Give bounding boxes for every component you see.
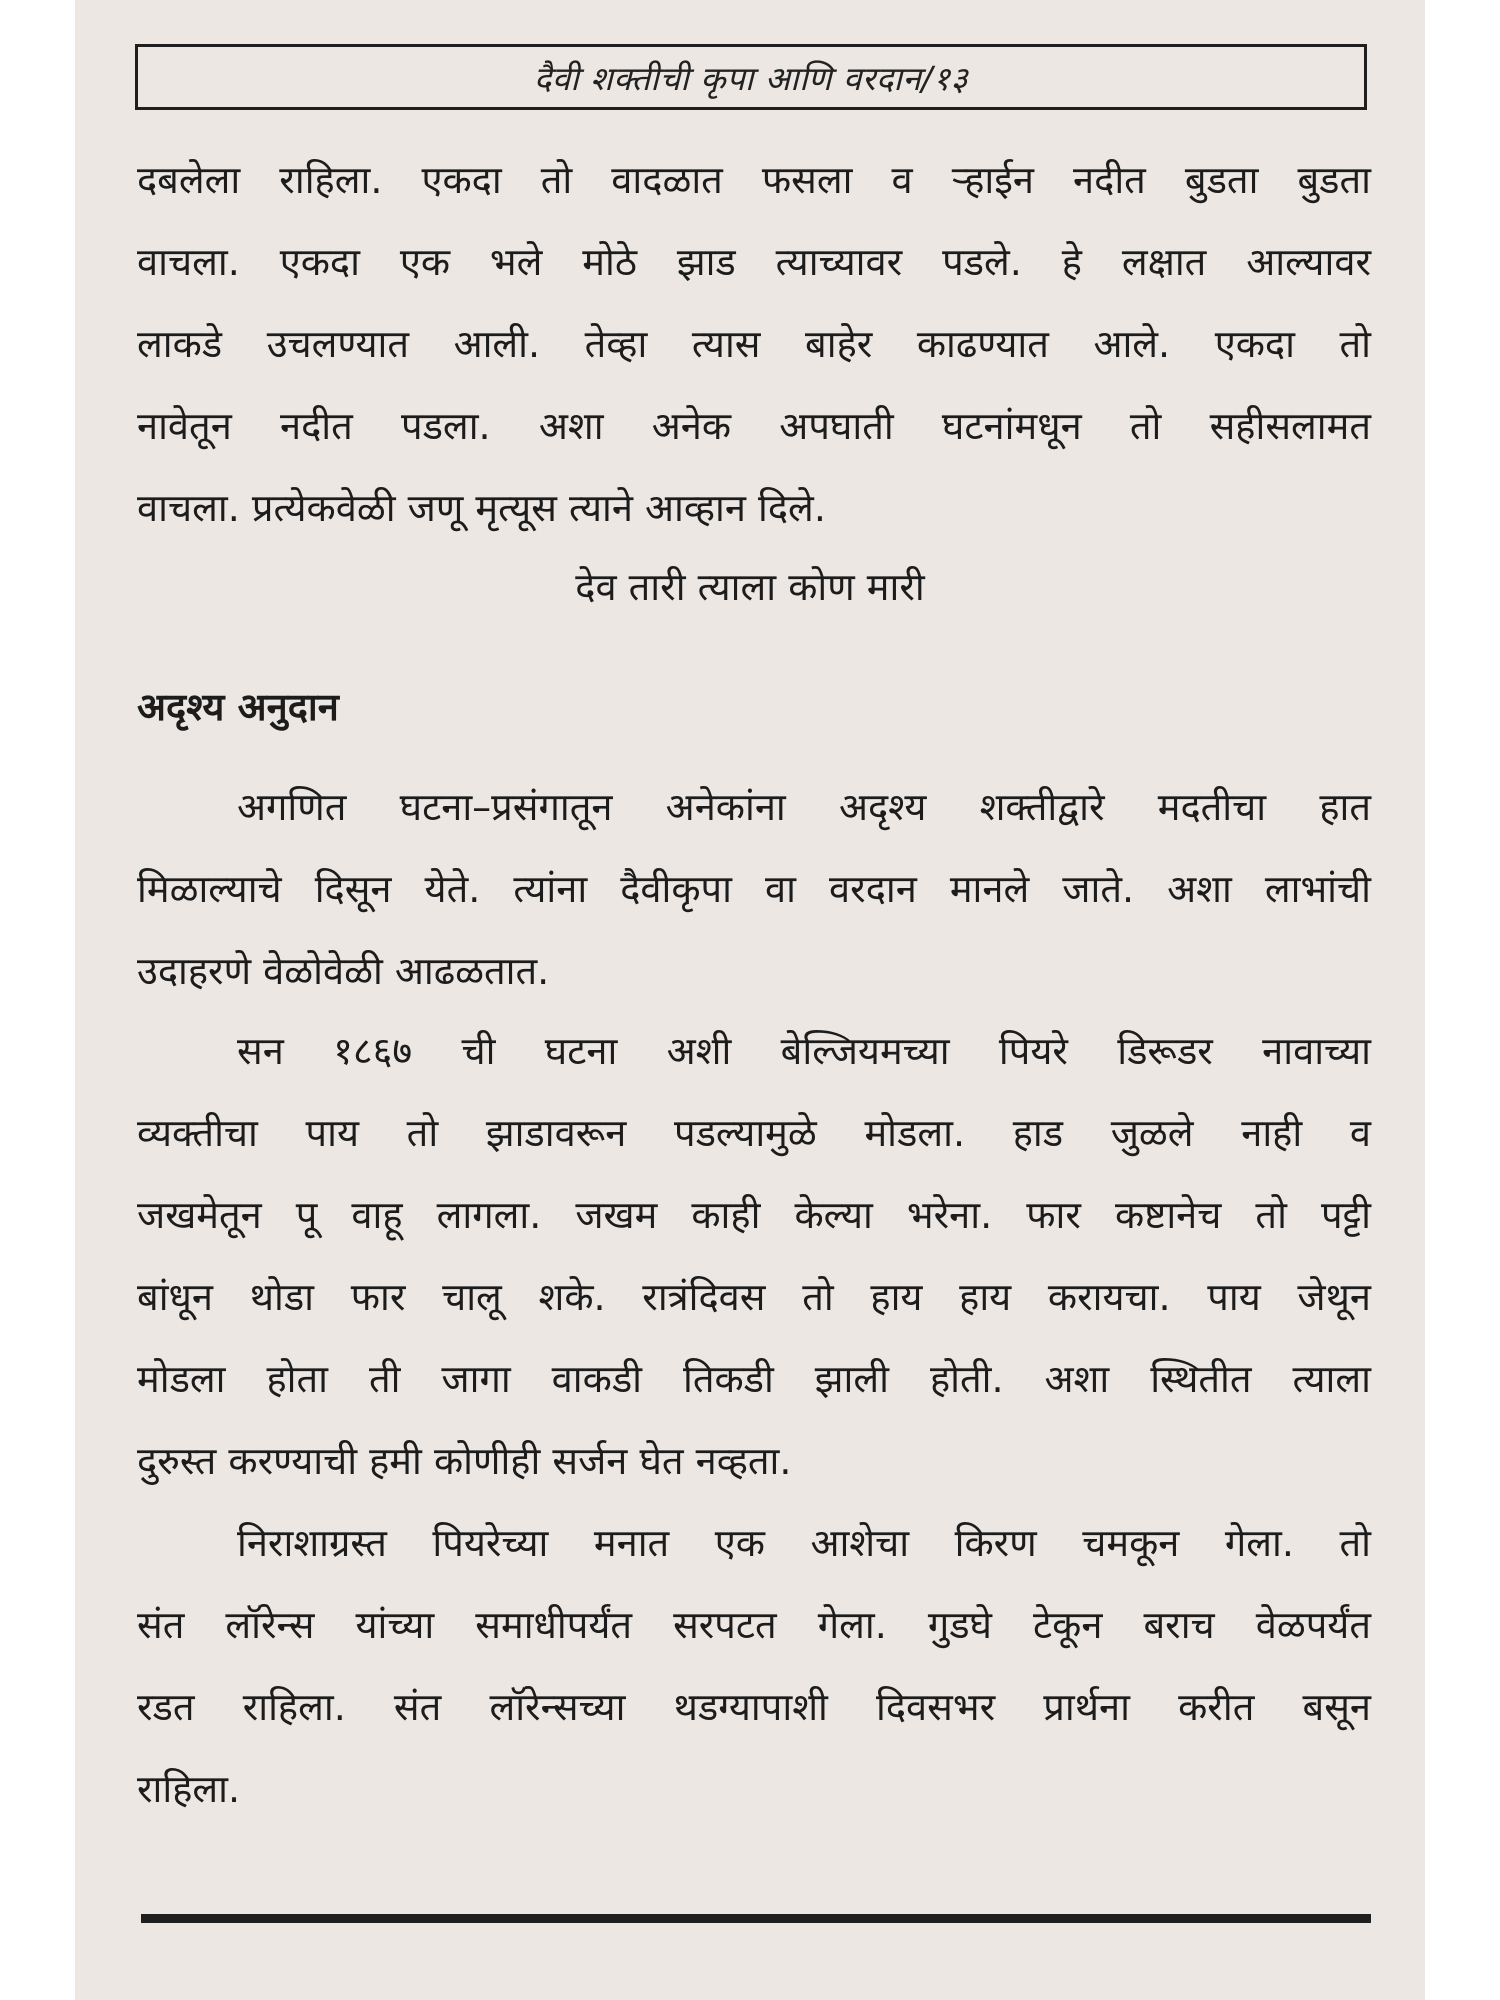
text-line: निराशाग्रस्त पियरेच्या मनात एक आशेचा किरण चमकून गेला. तो [237,1521,1371,1565]
paragraph-1 [137,139,1371,549]
paragraph-4 [137,1502,1371,1830]
running-header [135,44,1367,110]
text-line: संत लॉरेन्स यांच्या समाधीपर्यंत सरपटत गेला. गुडघे टेकून बराच वेळपर्यंत [137,1603,1371,1647]
text-line: सन १८६७ ची घटना अशी बेल्जियमच्या पियरे डिरूडर नावाच्या [237,1029,1371,1073]
text-line: वाचला. प्रत्येकवेळी जणू मृत्यूस त्याने आव्हान दिले. [137,486,826,530]
text-line: लाकडे उचलण्यात आली. तेव्हा त्यास बाहेर काढण्यात आले. एकदा तो [137,322,1371,366]
text-line: बांधून थोडा फार चालू शके. रात्रंदिवस तो हाय हाय करायचा. पाय जेथून [137,1275,1371,1319]
book-page [75,0,1425,2000]
text-line: व्यक्तीचा पाय तो झाडावरून पडल्यामुळे मोडला. हाड जुळले नाही व [137,1111,1371,1155]
proverb-quote: देव तारी त्याला कोण मारी [575,565,925,609]
text-line: अगणित घटना–प्रसंगातून अनेकांना अदृश्य शक्तीद्वारे मदतीचा हात [237,785,1371,829]
paragraph-3 [137,1010,1371,1502]
text-line: मिळाल्याचे दिसून येते. त्यांना दैवीकृपा वा वरदान मानले जाते. अशा लाभांची [137,867,1371,911]
text-line: राहिला. [137,1767,241,1811]
text-line: जखमेतून पू वाहू लागला. जखम काही केल्या भरेना. फार कष्टानेच तो पट्टी [137,1193,1371,1237]
running-header-title: दैवी शक्तीची कृपा आणि वरदान/१३ [533,58,969,98]
text-line: मोडला होता ती जागा वाकडी तिकडी झाली होती. अशा स्थितीत त्याला [137,1357,1371,1401]
text-line: रडत राहिला. संत लॉरेन्सच्या थडग्यापाशी दिवसभर प्रार्थना करीत बसून [137,1685,1371,1729]
text-line: दुरुस्त करण्याची हमी कोणीही सर्जन घेत नव्हता. [137,1439,792,1483]
text-line: दबलेला राहिला. एकदा तो वादळात फसला व ऱ्हाईन नदीत बुडता बुडता [137,158,1371,202]
section-heading: अदृश्य अनुदान [137,685,339,729]
paragraph-2 [137,766,1371,1012]
text-line: वाचला. एकदा एक भले मोठे झाड त्याच्यावर पडले. हे लक्षात आल्यावर [137,240,1371,284]
footer-rule [141,1914,1371,1923]
text-line: नावेतून नदीत पडला. अशा अनेक अपघाती घटनांमधून तो सहीसलामत [137,404,1371,448]
text-line: उदाहरणे वेळोवेळी आढळतात. [137,949,550,993]
